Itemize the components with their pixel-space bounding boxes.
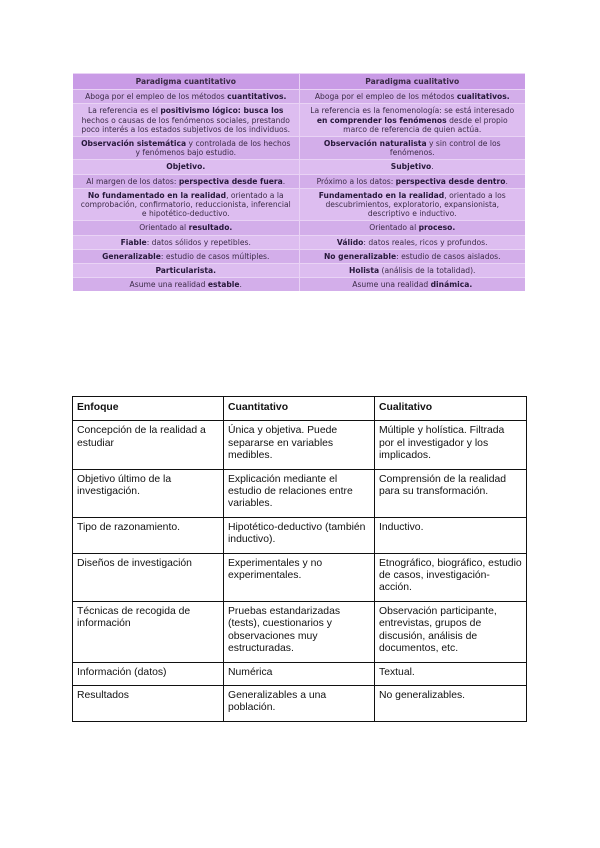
comparison-row bbox=[73, 685, 527, 721]
paradigm-row bbox=[73, 90, 525, 104]
cualitativo-cell: Inductivo. bbox=[375, 517, 527, 553]
header-enfoque: Enfoque bbox=[73, 397, 224, 421]
paradigm-cell-quantitative bbox=[73, 137, 299, 160]
emphasis-text: Subjetivo bbox=[390, 162, 432, 172]
cualitativo-cell: Textual. bbox=[375, 662, 527, 685]
cell-text: hechos o causas de los fenómenos sociales, prestando poco interés a los estados subjetivos de los individuos. bbox=[81, 115, 291, 134]
cuantitativo-cell: Experimentales y no experimentales. bbox=[224, 553, 375, 601]
emphasis-text: Generalizable bbox=[102, 251, 161, 261]
cuantitativo-cell: Numérica bbox=[224, 662, 375, 685]
emphasis-text: Particularista. bbox=[155, 266, 217, 276]
cell-text: , orientado a la comprobación, confirmatorio, reduccionista, inferencial e hipotético-deductivo. bbox=[80, 190, 291, 219]
cualitativo-cell: Etnográfico, biográfico, estudio de casos, investigación-acción. bbox=[375, 553, 527, 601]
enfoque-cell: Resultados bbox=[73, 685, 224, 721]
cuantitativo-cell: Pruebas estandarizadas (tests), cuestionarios y observaciones muy estructuradas. bbox=[224, 601, 375, 662]
cell-text: : datos sólidos y repetibles. bbox=[146, 237, 251, 247]
comparison-table-header bbox=[73, 397, 527, 421]
emphasis-text: Objetivo. bbox=[166, 162, 206, 172]
paradigm-cell-qualitative bbox=[299, 221, 525, 235]
paradigm-cell-quantitative bbox=[73, 174, 299, 188]
emphasis-text: Válido bbox=[336, 237, 364, 247]
cell-text: : estudio de casos aislados. bbox=[396, 251, 501, 261]
enfoque-cell: Concepción de la realidad a estudiar bbox=[73, 421, 224, 469]
emphasis-text: Fundamentado en la realidad bbox=[318, 190, 445, 200]
comparison-row bbox=[73, 553, 527, 601]
cualitativo-cell: Múltiple y holística. Filtrada por el investigador y los implicados. bbox=[375, 421, 527, 469]
paradigm-cell-qualitative bbox=[299, 235, 525, 249]
paradigm-cell-qualitative bbox=[299, 249, 525, 263]
comparison-table-body bbox=[73, 421, 527, 721]
cell-text: . bbox=[282, 176, 286, 186]
cell-text: desde el propio marco de referencia de quien actúa. bbox=[343, 115, 508, 134]
emphasis-text: No fundamentado en la realidad bbox=[87, 190, 227, 200]
paradigm-table bbox=[73, 73, 525, 291]
cell-text: : datos reales, ricos y profundos. bbox=[363, 237, 488, 247]
cell-text: , orientado a los descubrimientos, exploratorio, expansionista, descriptivo e inductivo. bbox=[325, 190, 506, 219]
cuantitativo-cell: Generalizables a una población. bbox=[224, 685, 375, 721]
emphasis-text: Observación naturalista bbox=[323, 139, 427, 149]
paradigm-cell-quantitative bbox=[73, 235, 299, 249]
paradigm-table-body bbox=[73, 74, 525, 292]
cell-text: Aboga por el empleo de los métodos bbox=[314, 92, 457, 102]
cualitativo-cell: No generalizables. bbox=[375, 685, 527, 721]
emphasis-text: dinámica. bbox=[430, 280, 473, 290]
emphasis-text: resultado. bbox=[188, 223, 233, 233]
cell-text: Asume una realidad bbox=[129, 280, 208, 290]
paradigm-cell-qualitative bbox=[299, 104, 525, 137]
cualitativo-cell: Observación participante, entrevistas, grupos de discusión, análisis de documentos, etc. bbox=[375, 601, 527, 662]
paradigm-cell-qualitative bbox=[299, 160, 525, 174]
paradigm-row bbox=[73, 235, 525, 249]
paradigm-row bbox=[73, 264, 525, 278]
header-cualitativo: Cualitativo bbox=[375, 397, 527, 421]
paradigm-cell-qualitative bbox=[299, 264, 525, 278]
paradigm-row bbox=[73, 174, 525, 188]
emphasis-text: proceso. bbox=[418, 223, 456, 233]
enfoque-cell: Información (datos) bbox=[73, 662, 224, 685]
comparison-table bbox=[72, 396, 527, 722]
comparison-row bbox=[73, 662, 527, 685]
emphasis-text: cuantitativos. bbox=[227, 92, 287, 102]
header-cuantitativo: Cuantitativo bbox=[224, 397, 375, 421]
paradigm-cell-quantitative bbox=[73, 188, 299, 221]
emphasis-text: en comprender los fenómenos bbox=[316, 115, 447, 125]
paradigm-cell-qualitative bbox=[299, 137, 525, 160]
paradigm-row bbox=[73, 160, 525, 174]
cell-text: La referencia es el bbox=[88, 106, 161, 116]
cell-text: Próximo a los datos: bbox=[316, 176, 396, 186]
emphasis-text: perspectiva desde fuera bbox=[178, 176, 283, 186]
comparison-row bbox=[73, 601, 527, 662]
cell-text: : estudio de casos múltiples. bbox=[160, 251, 270, 261]
cuantitativo-cell: Hipotético-deductivo (también inductivo). bbox=[224, 517, 375, 553]
paradigm-row bbox=[73, 249, 525, 263]
emphasis-text: Holista bbox=[349, 266, 380, 276]
cell-text: Al margen de los datos: bbox=[86, 176, 179, 186]
emphasis-text: Observación sistemática bbox=[81, 139, 187, 149]
paradigm-row bbox=[73, 221, 525, 235]
paradigm-header-quantitative: Paradigma cuantitativo bbox=[73, 74, 299, 90]
paradigm-row bbox=[73, 104, 525, 137]
paradigm-cell-quantitative bbox=[73, 264, 299, 278]
cuantitativo-cell: Única y objetiva. Puede separarse en variables medibles. bbox=[224, 421, 375, 469]
paradigm-cell-qualitative bbox=[299, 278, 525, 292]
cualitativo-cell: Comprensión de la realidad para su transformación. bbox=[375, 469, 527, 517]
paradigm-cell-quantitative bbox=[73, 160, 299, 174]
cell-text: (análisis de la totalidad). bbox=[379, 266, 476, 276]
emphasis-text: Fiable bbox=[120, 237, 147, 247]
cell-text: La referencia es la fenomenología: se está interesado bbox=[310, 106, 515, 116]
paradigm-header-qualitative: Paradigma cualitativo bbox=[299, 74, 525, 90]
enfoque-cell: Diseños de investigación bbox=[73, 553, 224, 601]
emphasis-text: perspectiva desde dentro bbox=[395, 176, 506, 186]
paradigm-cell-quantitative bbox=[73, 90, 299, 104]
comparison-row bbox=[73, 469, 527, 517]
cuantitativo-cell: Explicación mediante el estudio de relaciones entre variables. bbox=[224, 469, 375, 517]
paradigm-cell-qualitative bbox=[299, 174, 525, 188]
paradigm-cell-qualitative bbox=[299, 188, 525, 221]
paradigm-cell-quantitative bbox=[73, 278, 299, 292]
paradigm-table-header bbox=[73, 74, 525, 90]
cell-text: . bbox=[239, 280, 242, 290]
cell-text: . bbox=[431, 162, 434, 172]
paradigm-cell-qualitative bbox=[299, 90, 525, 104]
cell-text: Aboga por el empleo de los métodos bbox=[85, 92, 228, 102]
paradigm-cell-quantitative bbox=[73, 249, 299, 263]
enfoque-cell: Técnicas de recogida de información bbox=[73, 601, 224, 662]
emphasis-text: cualitativos. bbox=[456, 92, 510, 102]
paradigm-cell-quantitative bbox=[73, 104, 299, 137]
paradigm-cell-quantitative bbox=[73, 221, 299, 235]
cell-text: Orientado al bbox=[369, 223, 419, 233]
comparison-row bbox=[73, 517, 527, 553]
cell-text: Asume una realidad bbox=[352, 280, 431, 290]
paradigm-row bbox=[73, 188, 525, 221]
enfoque-cell: Objetivo último de la investigación. bbox=[73, 469, 224, 517]
emphasis-text: estable bbox=[207, 280, 240, 290]
paradigm-row bbox=[73, 137, 525, 160]
emphasis-text: positivismo lógico: busca los bbox=[160, 106, 284, 116]
paradigm-row bbox=[73, 278, 525, 292]
emphasis-text: No generalizable bbox=[323, 251, 397, 261]
cell-text: y controlada de los hechos y fenómenos bajo estudio. bbox=[135, 139, 291, 158]
enfoque-cell: Tipo de razonamiento. bbox=[73, 517, 224, 553]
cell-text: Orientado al bbox=[139, 223, 189, 233]
comparison-row bbox=[73, 421, 527, 469]
cell-text: y sin control de los fenómenos. bbox=[389, 139, 501, 158]
cell-text: . bbox=[505, 176, 508, 186]
